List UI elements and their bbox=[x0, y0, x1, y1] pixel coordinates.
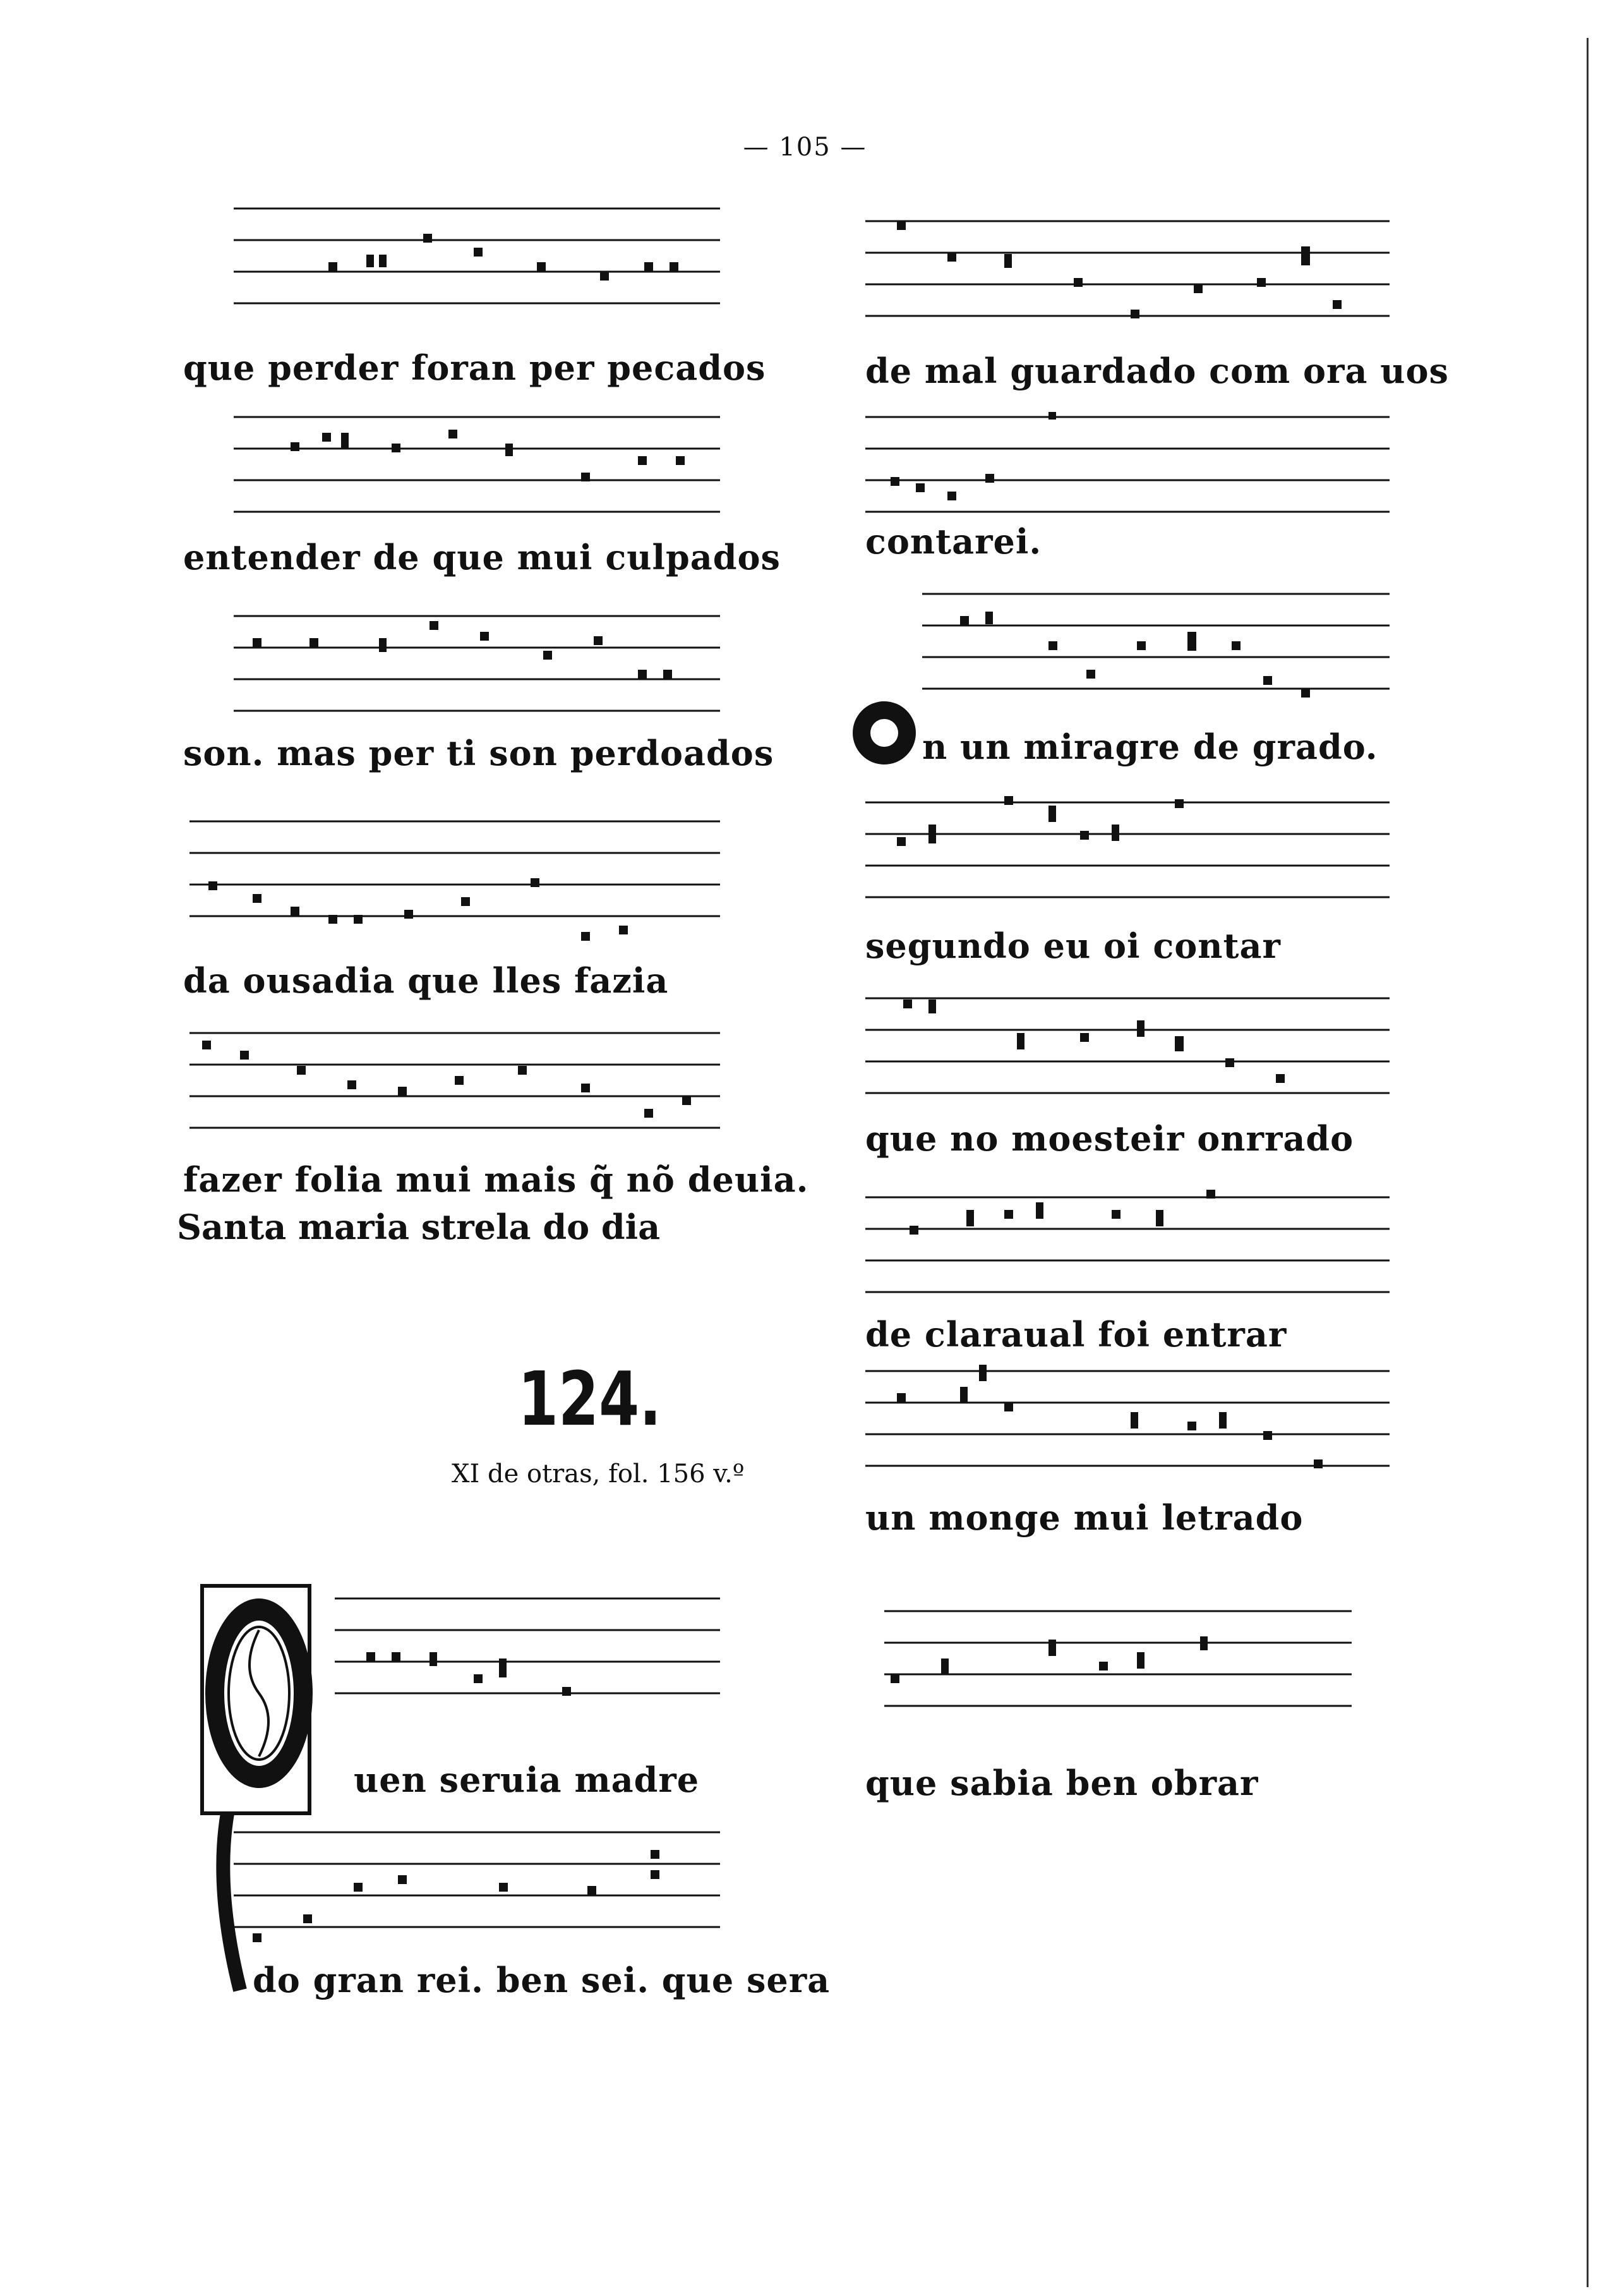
staff-with-notes bbox=[164, 603, 733, 730]
music-system bbox=[846, 1352, 1402, 1538]
music-system bbox=[164, 190, 766, 388]
staff-with-notes bbox=[164, 809, 733, 954]
lyric-line: que sabia ben obrar bbox=[865, 1763, 1259, 1803]
music-system bbox=[164, 603, 774, 773]
staff-with-notes bbox=[234, 1820, 726, 1959]
lyric-line: segundo eu oi contar bbox=[865, 926, 1281, 966]
music-system bbox=[164, 809, 733, 1001]
staff-with-notes bbox=[846, 790, 1402, 922]
music-system bbox=[335, 1586, 726, 1800]
lyric-line: que no moesteir onrrado bbox=[865, 1118, 1354, 1159]
music-system bbox=[846, 404, 1402, 562]
staff-with-notes bbox=[335, 1586, 726, 1719]
music-system bbox=[846, 986, 1402, 1159]
illuminated-initial-o bbox=[846, 695, 922, 771]
lyric-line: do gran rei. ben sei. que sera bbox=[253, 1960, 831, 2000]
music-system bbox=[846, 790, 1402, 966]
music-system bbox=[164, 1020, 809, 1200]
staff-with-notes bbox=[846, 581, 1402, 714]
lyric-line: que perder foran per pecados bbox=[183, 347, 766, 388]
music-system bbox=[234, 1820, 831, 2000]
lyric-line: n un miragre de grado. bbox=[922, 727, 1378, 767]
page-edge-rule bbox=[1587, 38, 1589, 2287]
lyric-line: fazer folia mui mais q̃ nõ deuia. bbox=[183, 1159, 809, 1200]
staff-with-notes bbox=[846, 1352, 1402, 1497]
staff-with-notes bbox=[164, 1020, 733, 1153]
staff-with-notes bbox=[846, 986, 1402, 1118]
lyric-line: de claraual foi entrar bbox=[865, 1314, 1287, 1355]
lyric-line: contarei. bbox=[865, 521, 1042, 562]
song-source: XI de otras, fol. 156 v.º bbox=[452, 1459, 745, 1489]
music-system bbox=[846, 1185, 1402, 1355]
music-system bbox=[846, 208, 1449, 391]
song-number: 124. bbox=[518, 1355, 662, 1442]
music-system bbox=[846, 1592, 1402, 1803]
staff-with-notes bbox=[846, 404, 1402, 531]
staff-with-notes bbox=[846, 208, 1402, 354]
staff-with-notes bbox=[164, 190, 733, 347]
lyric-line: de mal guardado com ora uos bbox=[865, 351, 1449, 391]
lyric-line: son. mas per ti son perdoados bbox=[183, 733, 774, 773]
page-number: — 105 — bbox=[743, 133, 867, 162]
staff-with-notes bbox=[164, 404, 733, 531]
refrain-line: Santa maria strela do dia bbox=[177, 1207, 661, 1247]
staff-with-notes bbox=[846, 1185, 1402, 1317]
lyric-line: entender de que mui culpados bbox=[183, 537, 781, 577]
lyric-line: da ousadia que lles fazia bbox=[183, 960, 669, 1001]
music-system bbox=[164, 404, 781, 577]
lyric-line: un monge mui letrado bbox=[865, 1497, 1304, 1538]
lyric-line: uen seruia madre bbox=[354, 1760, 700, 1800]
music-system bbox=[846, 581, 1402, 767]
staff-with-notes bbox=[846, 1592, 1402, 1744]
